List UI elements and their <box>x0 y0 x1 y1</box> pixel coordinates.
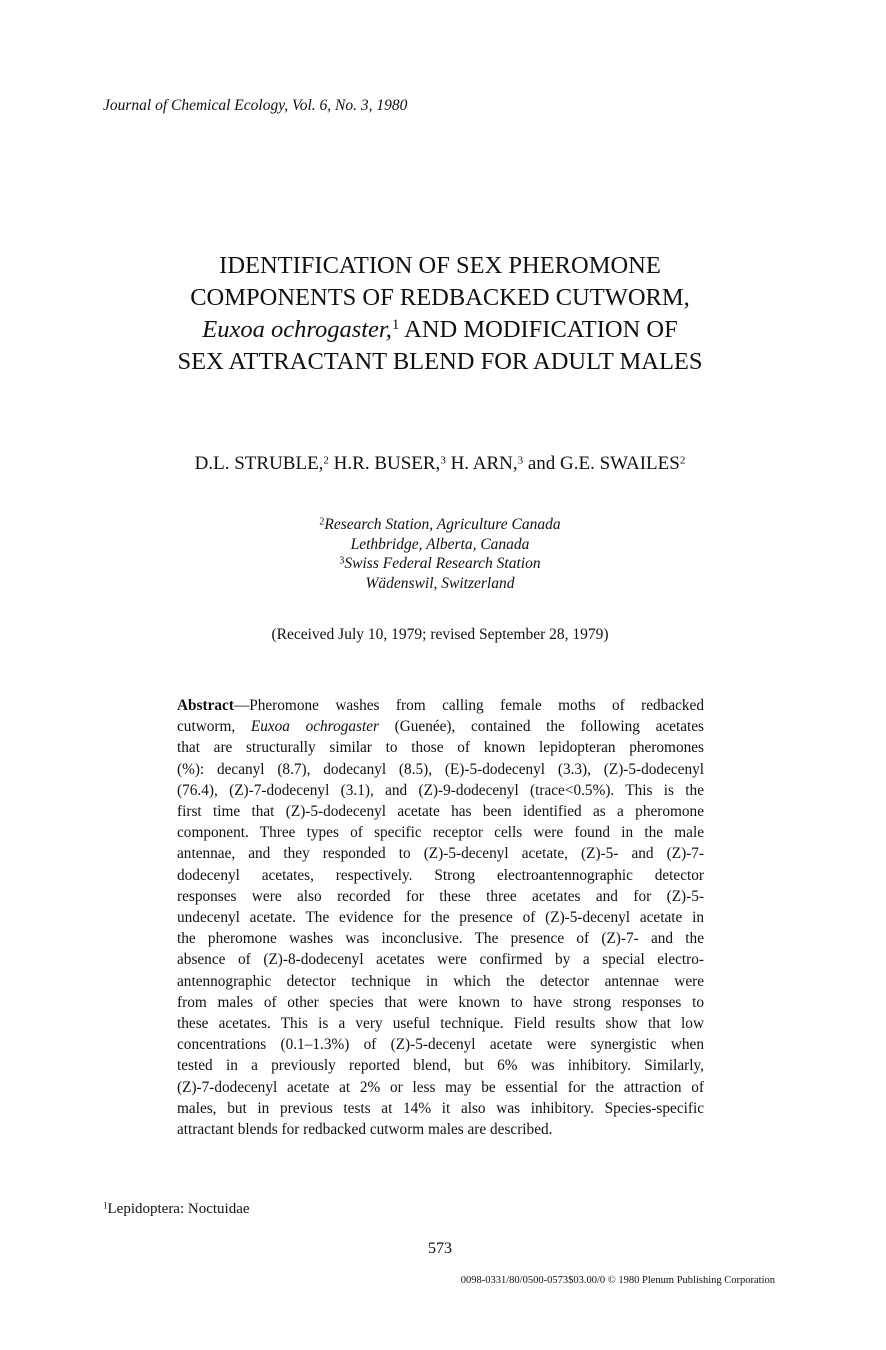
author-list <box>90 453 790 475</box>
abstract-line: first time that (Z)-5-dodecenyl acetate has been identified as a pheromone <box>177 803 704 821</box>
abstract-line: attractant blends for redbacked cutworm males are described. <box>177 1121 553 1139</box>
footnote-text: Lepidoptera: Noctuidae <box>107 1201 250 1217</box>
author-affiliation-marker: 3 <box>440 454 446 467</box>
abstract-line: concentrations (0.1–1.3%) of (Z)-5-decenyl acetate were synergistic when <box>177 1036 704 1054</box>
title-species-name: Euxoa ochrogaster, <box>202 316 392 343</box>
title-line-2: COMPONENTS OF REDBACKED CUTWORM, <box>190 284 690 311</box>
affiliation-line <box>190 574 690 594</box>
affiliation-text: Research Station, Agriculture Canada <box>324 516 561 533</box>
abstract-line <box>177 695 704 716</box>
affiliation-marker: 3 <box>339 555 345 567</box>
title-footnote-marker: 1 <box>391 316 400 333</box>
title-line-4: SEX ATTRACTANT BLEND FOR ADULT MALES <box>177 348 703 375</box>
copyright-line: 0098-0331/80/0500-0573$03.00/0 © 1980 Plenum Publishing Corporation <box>460 1275 775 1286</box>
abstract-line: antennographic detector technique in which the detector antennae were <box>177 972 704 990</box>
affiliation-marker: 2 <box>319 516 325 528</box>
abstract-line: component. Three types of specific receptor cells were found in the male <box>177 824 704 842</box>
affiliation-text: Lethbridge, Alberta, Canada <box>350 535 530 553</box>
abstract-line: undecenyl acetate. The evidence for the presence of (Z)-5-decenyl acetate in <box>177 909 704 927</box>
abstract-line: (%): decanyl (8.7), dodecanyl (8.5), (E)-5-dodecenyl (3.3), (Z)-5-dodecenyl <box>177 760 704 778</box>
affiliations <box>190 515 690 593</box>
abstract-label: Abstract <box>177 697 234 714</box>
author-name: H. ARN, <box>445 453 518 474</box>
abstract-species-name: Euxoa ochrogaster <box>250 718 379 736</box>
author-affiliation-marker: 3 <box>517 454 524 467</box>
author-name: D.L. STRUBLE, <box>194 453 324 474</box>
author-name: H.R. BUSER, <box>328 453 441 474</box>
author-name: and G.E. SWAILES <box>523 453 680 474</box>
affiliation-line <box>190 554 690 574</box>
footnote <box>103 1201 250 1218</box>
author-affiliation-marker: 2 <box>323 454 329 467</box>
abstract-line: dodecenyl acetates, respectively. Strong electroantennographic detector <box>177 866 704 884</box>
abstract <box>177 695 704 1140</box>
abstract-line: from males of other species that were known to have strong responses to <box>177 993 704 1011</box>
abstract-line: these acetates. This is a very useful technique. Field results show that low <box>177 1015 704 1033</box>
affiliation-text: Wädenswil, Switzerland <box>365 574 515 592</box>
abstract-line: (76.4), (Z)-7-dodecenyl (3.1), and (Z)-9-dodecenyl (trace<0.5%). This is the <box>177 781 704 799</box>
abstract-line <box>177 716 704 737</box>
page-number: 573 <box>428 1240 452 1257</box>
abstract-text: —Pheromone washes from calling female moths of redbacked <box>233 697 704 714</box>
author-affiliation-marker: 2 <box>679 454 686 467</box>
footnote-marker: 1 <box>103 1200 108 1211</box>
abstract-text: cutworm, <box>177 718 251 736</box>
abstract-text: (Guenée), contained the following acetates <box>378 718 705 736</box>
title-line-1: IDENTIFICATION OF SEX PHEROMONE <box>219 252 661 279</box>
abstract-line: the pheromone washes was inconclusive. The presence of (Z)-7- and the <box>177 930 704 948</box>
abstract-line: (Z)-7-dodecenyl acetate at 2% or less may be essential for the attraction of <box>177 1078 704 1096</box>
affiliation-line <box>190 515 690 535</box>
journal-citation: Journal of Chemical Ecology, Vol. 6, No. 3, 1980 <box>103 97 408 114</box>
title-line-3 <box>120 314 760 346</box>
title-line-3-rest: AND MODIFICATION OF <box>399 316 678 343</box>
abstract-line: responses were also recorded for these three acetates and for (Z)-5- <box>177 887 704 905</box>
abstract-line: males, but in previous tests at 14% it also was inhibitory. Species-specific <box>177 1099 704 1117</box>
abstract-line: that are structurally similar to those of known lepidopteran pheromones <box>177 739 704 757</box>
abstract-line: absence of (Z)-8-dodecenyl acetates were confirmed by a special electro- <box>177 951 704 969</box>
article-title <box>120 250 760 378</box>
abstract-line: tested in a previously reported blend, but 6% was inhibitory. Similarly, <box>177 1057 704 1075</box>
abstract-line: antennae, and they responded to (Z)-5-decenyl acetate, (Z)-5- and (Z)-7- <box>177 845 704 863</box>
affiliation-line <box>190 535 690 555</box>
affiliation-text: Swiss Federal Research Station <box>344 555 541 572</box>
received-dates: (Received July 10, 1979; revised September 28, 1979) <box>271 626 609 643</box>
